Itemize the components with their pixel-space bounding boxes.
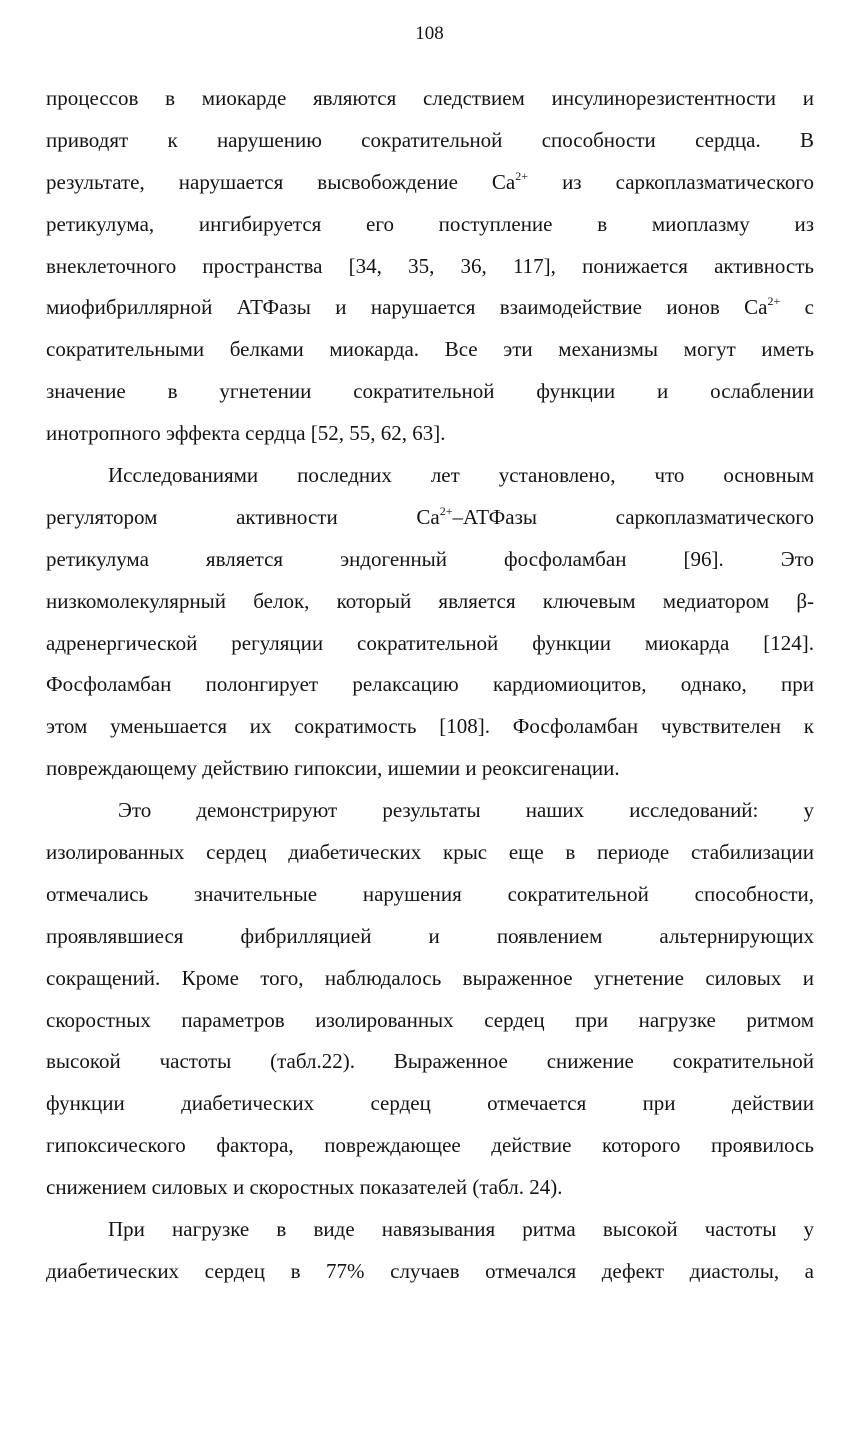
text-run: диабетических сердец в 77% случаев отмечался дефект диастолы, а [46, 1258, 814, 1283]
text-line [46, 246, 814, 288]
text-run: изолированных сердец диабетических крыс еще в периоде стабилизации [46, 840, 814, 865]
paragraph [46, 455, 814, 790]
text-line [46, 916, 814, 958]
text-line [46, 1209, 814, 1251]
text-run: регулятором активности Ca [46, 504, 440, 529]
superscript: 2+ [439, 503, 453, 518]
text-line [46, 413, 814, 455]
text-run: инотропного эффекта сердца [52, 55, 62, 63]. [46, 421, 446, 446]
text-run: адренергической регуляции сократительной функции миокарда [124]. [46, 630, 814, 655]
text-run: результате, нарушается высвобождение Ca [46, 169, 516, 194]
text-run: с [780, 295, 814, 320]
text-run: ретикулума является эндогенный фосфоламбан [96]. Это [46, 546, 814, 571]
text-line [46, 329, 814, 371]
text-line [46, 371, 814, 413]
body-text [46, 78, 814, 1293]
text-line [46, 790, 814, 832]
text-line [46, 958, 814, 1000]
text-line [46, 78, 814, 120]
text-line [46, 1125, 814, 1167]
page-number: 108 [415, 23, 444, 44]
paragraph [46, 78, 814, 455]
text-run: миофибриллярной АТФазы и нарушается взаимодействие ионов Ca [46, 295, 768, 320]
text-run: скоростных параметров изолированных сердец при нагрузке ритмом [46, 1007, 814, 1032]
text-line [46, 120, 814, 162]
text-run: этом уменьшается их сократимость [108]. Фосфоламбан чувствителен к [46, 714, 814, 739]
text-run: снижением силовых и скоростных показателей (табл. 24). [46, 1175, 563, 1200]
text-run: повреждающему действию гипоксии, ишемии и реоксигенации. [46, 756, 620, 781]
text-line [46, 1083, 814, 1125]
text-line [46, 455, 814, 497]
text-line [46, 204, 814, 246]
text-run: Исследованиями последних лет установлено, что основным [108, 463, 814, 488]
text-line [46, 1000, 814, 1042]
text-run: процессов в миокарде являются следствием инсулинорезистентности и [46, 86, 814, 110]
text-run: значение в угнетении сократительной функции и ослаблении [46, 379, 814, 404]
text-run: функции диабетических сердец отмечается при действии [46, 1091, 814, 1116]
text-run: Это демонстрируют результаты наших исследований: у [118, 798, 814, 823]
paragraph [46, 1209, 814, 1293]
superscript: 2+ [515, 168, 529, 183]
text-run: ретикулума, ингибируется его поступление в миоплазму из [46, 211, 814, 236]
text-line [46, 1041, 814, 1083]
text-run: из саркоплазматического [528, 169, 814, 194]
text-run: высокой частоты (табл.22). Выраженное снижение сократительной [46, 1049, 814, 1074]
text-run: сократительными белками миокарда. Все эти механизмы могут иметь [46, 337, 814, 362]
text-line [46, 623, 814, 665]
text-line [46, 1251, 814, 1293]
text-run: приводят к нарушению сократительной способности сердца. В [46, 127, 814, 152]
text-run: проявлявшиеся фибрилляцией и появлением альтернирующих [46, 923, 814, 948]
text-line [46, 539, 814, 581]
text-run: внеклеточного пространства [34, 35, 36, 117], понижается активность [46, 253, 814, 278]
text-line [46, 1167, 814, 1209]
text-line [46, 832, 814, 874]
text-line [46, 706, 814, 748]
text-run: низкомолекулярный белок, который является ключевым медиатором β- [46, 588, 814, 613]
paragraph [46, 790, 814, 1209]
text-run: сокращений. Кроме того, наблюдалось выраженное угнетение силовых и [46, 965, 814, 990]
text-line [46, 497, 814, 539]
text-line [46, 874, 814, 916]
text-run: гипоксического фактора, повреждающее действие которого проявилось [46, 1133, 814, 1158]
text-line [46, 748, 814, 790]
text-run: Фосфоламбан полонгирует релаксацию кардиомиоцитов, однако, при [46, 672, 814, 697]
superscript: 2+ [767, 294, 781, 309]
text-line [46, 287, 814, 329]
text-run: отмечались значительные нарушения сократительной способности, [46, 881, 814, 906]
text-run: При нагрузке в виде навязывания ритма высокой частоты у [108, 1217, 814, 1242]
text-run: –АТФазы саркоплазматического [452, 504, 814, 529]
text-line [46, 162, 814, 204]
text-line [46, 581, 814, 623]
text-line [46, 664, 814, 706]
